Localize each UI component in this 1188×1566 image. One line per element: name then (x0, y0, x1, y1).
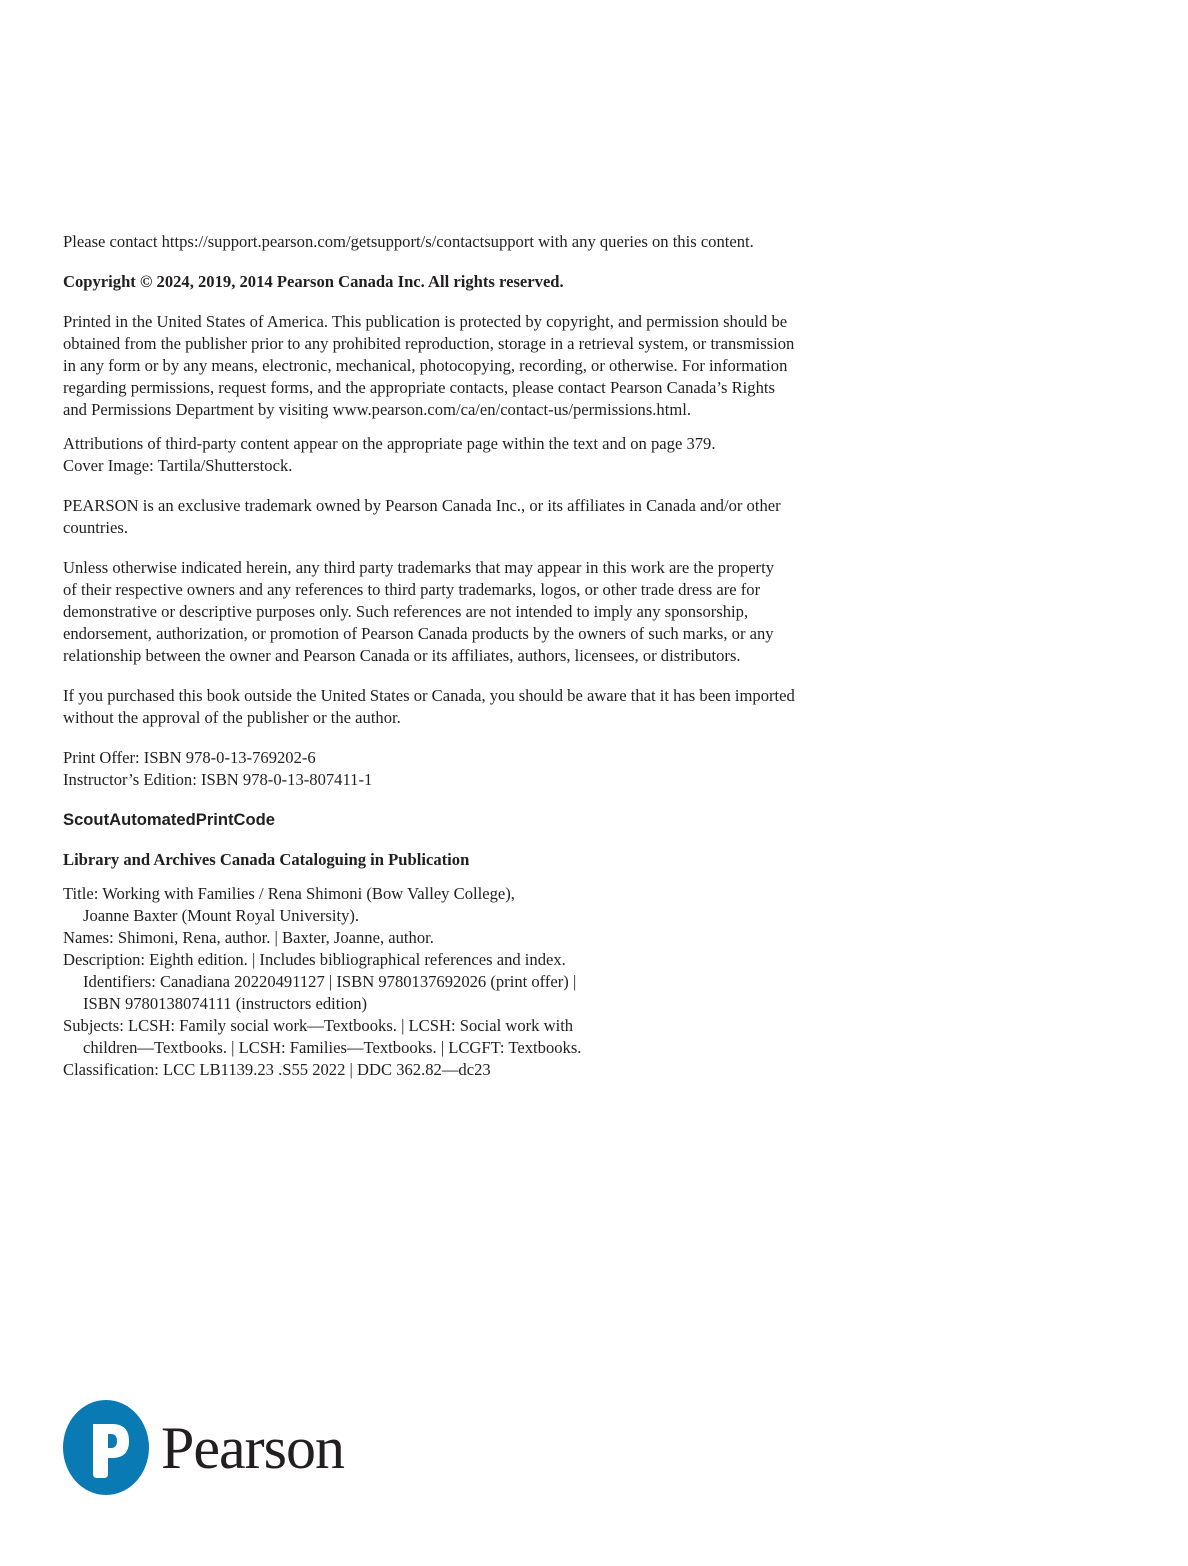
trademark-paragraph (63, 495, 963, 539)
import-notice-line: without the approval of the publisher or the author. (63, 708, 401, 727)
third-party-line: of their respective owners and any references to third party trademarks, logos, or other trade dress are for (63, 580, 761, 599)
copyright-notice: Copyright © 2024, 2019, 2014 Pearson Canada Inc. All rights reserved. (63, 272, 564, 291)
isbn-block (63, 747, 963, 791)
print-code: ScoutAutomatedPrintCode (63, 810, 276, 829)
third-party-line: Unless otherwise indicated herein, any third party trademarks that may appear in this work are the property (63, 558, 774, 577)
printed-paragraph (63, 311, 963, 421)
cip-heading: Library and Archives Canada Cataloguing in Publication (63, 850, 470, 869)
cip-subjects-continued: children—Textbooks. | LCSH: Families—Textbooks. | LCGFT: Textbooks. (83, 1038, 582, 1057)
pearson-wordmark: Pearson (161, 1414, 344, 1481)
cip-classification: Classification: LCC LB1139.23 .S55 2022 | DDC 362.82—dc23 (63, 1060, 491, 1079)
printed-line: Printed in the United States of America. This publication is protected by copyright, and permission should be (63, 312, 788, 331)
import-notice-paragraph (63, 685, 963, 729)
pearson-logo (63, 1400, 344, 1495)
attributions-line: Attributions of third-party content appear on the appropriate page within the text and on page 379. (63, 434, 716, 453)
cip-description: Description: Eighth edition. | Includes bibliographical references and index. (63, 950, 566, 969)
printed-line: in any form or by any means, electronic, mechanical, photocopying, recording, or otherwise. For information (63, 356, 788, 375)
print-offer-isbn: Print Offer: ISBN 978-0-13-769202-6 (63, 748, 316, 767)
printed-line: regarding permissions, request forms, and the appropriate contacts, please contact Pearson Canada’s Rights (63, 378, 775, 397)
trademark-line: countries. (63, 518, 128, 537)
cip-identifiers: Identifiers: Canadiana 20220491127 | ISBN 9780137692026 (print offer) | (83, 972, 577, 991)
attributions-paragraph (63, 433, 963, 477)
cip-subjects: Subjects: LCSH: Family social work—Textbooks. | LCSH: Social work with (63, 1016, 574, 1035)
third-party-line: relationship between the owner and Pearson Canada or its affiliates, authors, licensees, or distributors. (63, 646, 741, 665)
cip-record (63, 883, 963, 1081)
trademark-line: PEARSON is an exclusive trademark owned by Pearson Canada Inc., or its affiliates in Canada and/or other (63, 496, 781, 515)
cip-title: Title: Working with Families / Rena Shimoni (Bow Valley College), (63, 884, 515, 903)
contact-line: Please contact https://support.pearson.com/getsupport/s/contactsupport with any queries on this content. (63, 232, 754, 251)
copyright-page (63, 231, 963, 1081)
third-party-trademarks-paragraph (63, 557, 963, 667)
import-notice-line: If you purchased this book outside the United States or Canada, you should be aware that it has been imported (63, 686, 795, 705)
printed-line: and Permissions Department by visiting www.pearson.com/ca/en/contact-us/permissions.html. (63, 400, 691, 419)
cip-names: Names: Shimoni, Rena, author. | Baxter, Joanne, author. (63, 928, 434, 947)
pearson-p-logo-icon (63, 1400, 149, 1495)
printed-line: obtained from the publisher prior to any prohibited reproduction, storage in a retrieval system, or transmission (63, 334, 795, 353)
cip-title-continued: Joanne Baxter (Mount Royal University). (83, 906, 360, 925)
instructors-edition-isbn: Instructor’s Edition: ISBN 978-0-13-807411-1 (63, 770, 373, 789)
third-party-line: endorsement, authorization, or promotion of Pearson Canada products by the owners of such marks, or any (63, 624, 774, 643)
third-party-line: demonstrative or descriptive purposes only. Such references are not intended to imply any sponsorship, (63, 602, 749, 621)
cip-identifiers-continued: ISBN 9780138074111 (instructors edition) (83, 994, 368, 1013)
cover-image-credit: Cover Image: Tartila/Shutterstock. (63, 456, 293, 475)
